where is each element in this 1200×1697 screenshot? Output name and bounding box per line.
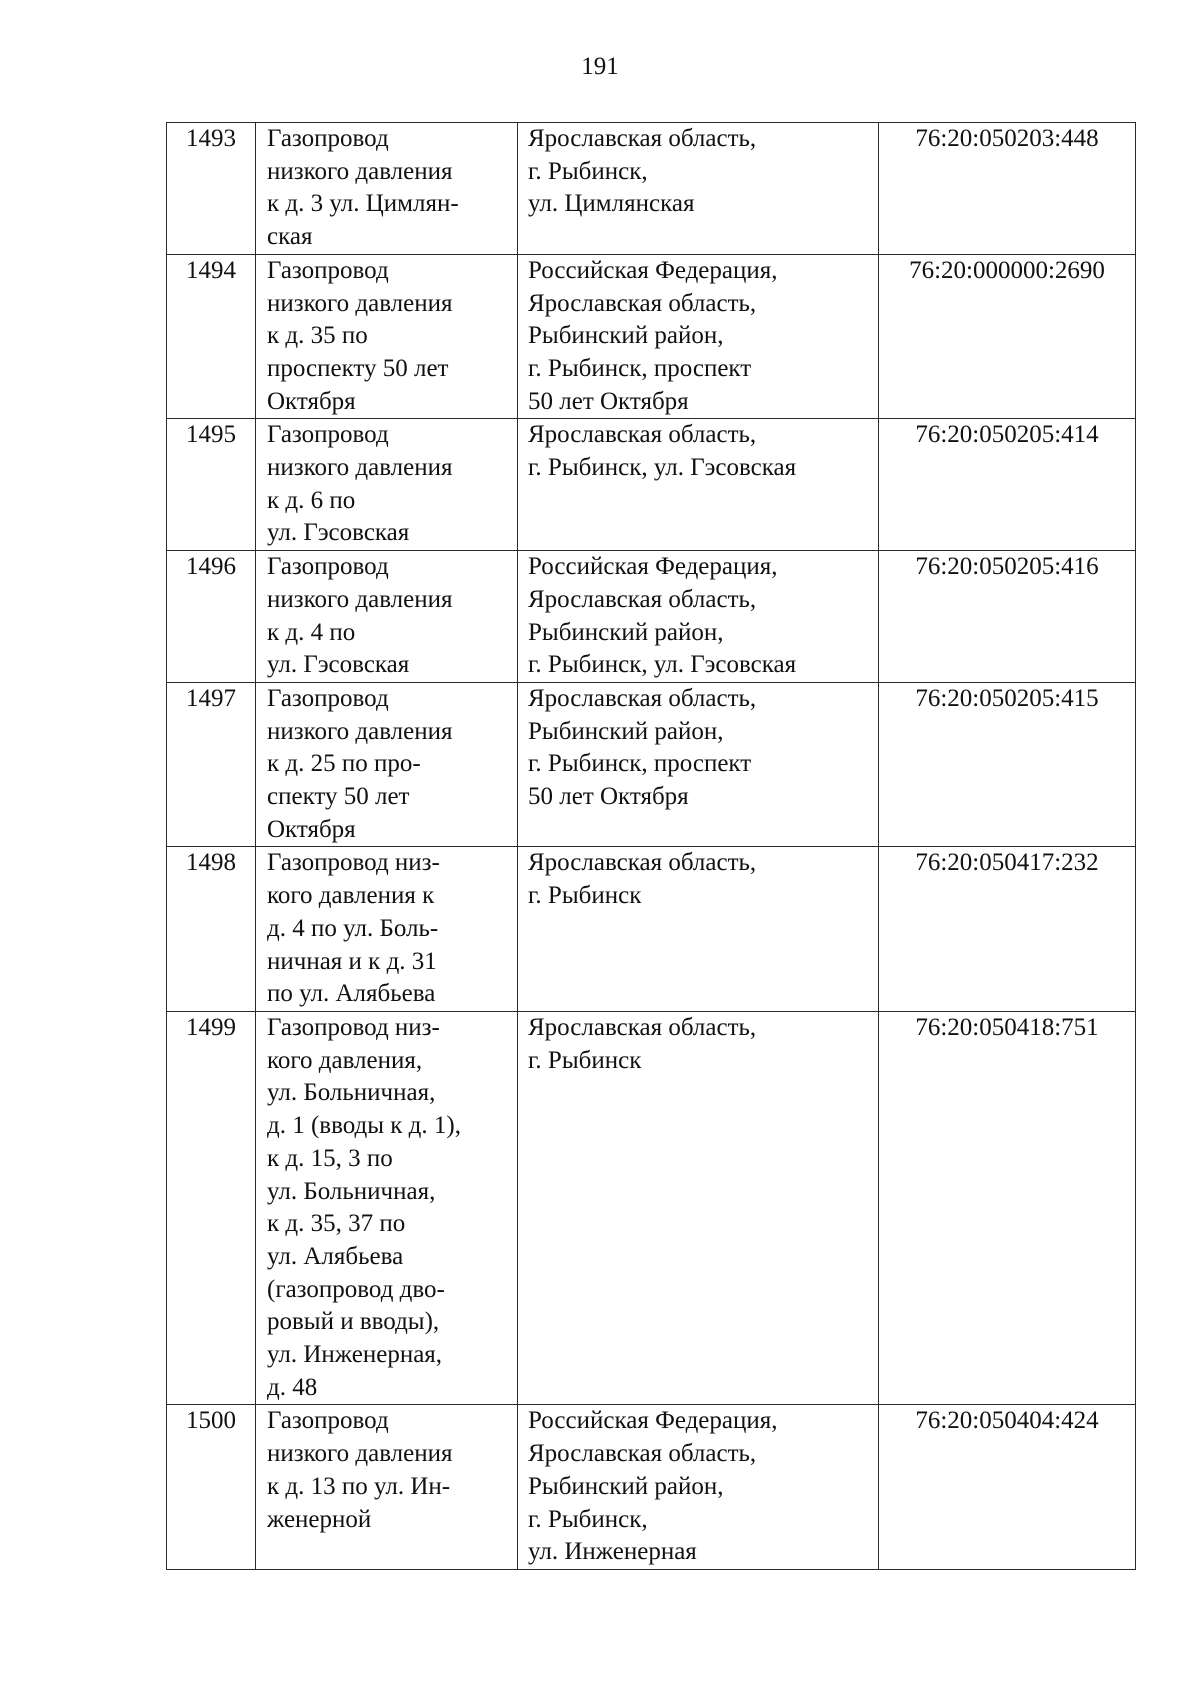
address-line: ул. Цимлянская bbox=[528, 190, 695, 218]
object-name-line: к д. 35, 37 по bbox=[267, 1210, 406, 1238]
address-line: Российская Федерация, bbox=[528, 1407, 778, 1435]
table-row bbox=[167, 847, 1136, 1012]
address-line: г. Рыбинск, проспект bbox=[528, 750, 752, 778]
object-name-line: к д. 3 ул. Цимлян- bbox=[267, 190, 459, 218]
cadastral-number-cell: 76:20:050418:751 bbox=[879, 1011, 1136, 1404]
object-name-cell bbox=[256, 419, 518, 551]
address-line: г. Рыбинск bbox=[528, 882, 642, 910]
cadastral-number-cell: 76:20:050205:416 bbox=[879, 551, 1136, 683]
address-line: Российская Федерация, bbox=[528, 553, 778, 581]
table-row bbox=[167, 551, 1136, 683]
row-number-cell: 1496 bbox=[167, 551, 256, 683]
object-name-line: д. 1 (вводы к д. 1), bbox=[267, 1112, 461, 1140]
object-name-line: низкого давления bbox=[267, 157, 453, 185]
object-name-line: ул. Гэсовская bbox=[267, 519, 410, 547]
address-cell bbox=[518, 1011, 879, 1404]
address-line: г. Рыбинск, bbox=[528, 1505, 648, 1533]
object-name-line: к д. 4 по bbox=[267, 618, 356, 646]
object-name-cell bbox=[256, 1011, 518, 1404]
address-line: Рыбинский район, bbox=[528, 322, 724, 350]
object-name-line: ул. Инженерная, bbox=[267, 1341, 443, 1369]
address-line: г. Рыбинск bbox=[528, 1046, 642, 1074]
row-number-cell: 1497 bbox=[167, 682, 256, 847]
object-name-cell bbox=[256, 847, 518, 1012]
registry-table-body bbox=[167, 123, 1136, 1570]
row-number-cell: 1500 bbox=[167, 1405, 256, 1570]
address-line: Рыбинский район, bbox=[528, 1472, 724, 1500]
address-cell bbox=[518, 847, 879, 1012]
object-name-line: кого давления к bbox=[267, 882, 435, 910]
row-number-cell: 1494 bbox=[167, 254, 256, 419]
object-name-line: к д. 13 по ул. Ин- bbox=[267, 1472, 451, 1500]
address-line: г. Рыбинск, проспект bbox=[528, 354, 752, 382]
address-line: ул. Инженерная bbox=[528, 1538, 697, 1566]
object-name-line: Газопровод bbox=[267, 256, 389, 284]
table-row bbox=[167, 419, 1136, 551]
address-cell bbox=[518, 1405, 879, 1570]
cadastral-number-cell: 76:20:050205:414 bbox=[879, 419, 1136, 551]
object-name-line: Октября bbox=[267, 815, 356, 843]
address-line: Ярославская область, bbox=[528, 684, 757, 712]
address-line: Ярославская область, bbox=[528, 289, 757, 317]
object-name-line: д. 4 по ул. Боль- bbox=[267, 914, 439, 942]
object-name-line: Газопровод низ- bbox=[267, 1013, 440, 1041]
table-row bbox=[167, 1011, 1136, 1404]
address-line: Ярославская область, bbox=[528, 849, 757, 877]
object-name-line: Газопровод bbox=[267, 553, 389, 581]
cadastral-number-cell: 76:20:050205:415 bbox=[879, 682, 1136, 847]
object-name-line: к д. 6 по bbox=[267, 486, 356, 514]
address-line: Ярославская область, bbox=[528, 1013, 757, 1041]
cadastral-number-cell: 76:20:000000:2690 bbox=[879, 254, 1136, 419]
table-row bbox=[167, 1405, 1136, 1570]
registry-table bbox=[166, 122, 1136, 1570]
object-name-line: проспекту 50 лет bbox=[267, 354, 449, 382]
address-line: Ярославская область, bbox=[528, 585, 757, 613]
address-cell bbox=[518, 254, 879, 419]
object-name-line: Газопровод bbox=[267, 1407, 389, 1435]
object-name-line: ничная и к д. 31 bbox=[267, 947, 437, 975]
object-name-line: низкого давления bbox=[267, 289, 453, 317]
object-name-cell bbox=[256, 254, 518, 419]
object-name-line: ская bbox=[267, 223, 313, 251]
object-name-line: ул. Больничная, bbox=[267, 1079, 436, 1107]
address-line: Ярославская область, bbox=[528, 125, 757, 152]
object-name-cell bbox=[256, 1405, 518, 1570]
object-name-line: Газопровод bbox=[267, 125, 389, 152]
object-name-line: низкого давления bbox=[267, 717, 453, 745]
object-name-line: спекту 50 лет bbox=[267, 783, 410, 811]
object-name-cell bbox=[256, 123, 518, 255]
address-cell bbox=[518, 123, 879, 255]
object-name-line: Газопровод низ- bbox=[267, 849, 440, 877]
address-line: г. Рыбинск, ул. Гэсовская bbox=[528, 454, 797, 482]
page-number: 191 bbox=[581, 53, 619, 80]
address-cell bbox=[518, 419, 879, 551]
object-name-line: ул. Больничная, bbox=[267, 1177, 436, 1205]
row-number-cell: 1495 bbox=[167, 419, 256, 551]
row-number-cell: 1498 bbox=[167, 847, 256, 1012]
object-name-line: низкого давления bbox=[267, 454, 453, 482]
object-name-line: Октября bbox=[267, 387, 356, 415]
address-line: Российская Федерация, bbox=[528, 256, 778, 284]
address-line: г. Рыбинск, ул. Гэсовская bbox=[528, 651, 797, 679]
address-cell bbox=[518, 551, 879, 683]
address-line: 50 лет Октября bbox=[528, 783, 689, 811]
object-name-line: ул. Алябьева bbox=[267, 1242, 404, 1270]
object-name-line: женерной bbox=[267, 1505, 372, 1533]
row-number-cell: 1499 bbox=[167, 1011, 256, 1404]
address-cell bbox=[518, 682, 879, 847]
object-name-line: низкого давления bbox=[267, 1440, 453, 1468]
cadastral-number-cell: 76:20:050417:232 bbox=[879, 847, 1136, 1012]
address-line: Ярославская область, bbox=[528, 1440, 757, 1468]
address-line: Ярославская область, bbox=[528, 421, 757, 449]
object-name-line: ровый и вводы), bbox=[267, 1308, 440, 1336]
object-name-line: (газопровод дво- bbox=[267, 1275, 445, 1303]
object-name-line: ул. Гэсовская bbox=[267, 651, 410, 679]
object-name-line: кого давления, bbox=[267, 1046, 423, 1074]
table-row bbox=[167, 254, 1136, 419]
object-name-line: д. 48 bbox=[267, 1373, 318, 1401]
object-name-line: по ул. Алябьева bbox=[267, 980, 436, 1008]
object-name-line: Газопровод bbox=[267, 684, 389, 712]
address-line: Рыбинский район, bbox=[528, 618, 724, 646]
object-name-line: к д. 15, 3 по bbox=[267, 1144, 393, 1172]
object-name-line: Газопровод bbox=[267, 421, 389, 449]
cadastral-number-cell: 76:20:050203:448 bbox=[879, 123, 1136, 255]
row-number-cell: 1493 bbox=[167, 123, 256, 255]
address-line: г. Рыбинск, bbox=[528, 157, 648, 185]
object-name-line: низкого давления bbox=[267, 585, 453, 613]
address-line: Рыбинский район, bbox=[528, 717, 724, 745]
table-row bbox=[167, 682, 1136, 847]
object-name-line: к д. 25 по про- bbox=[267, 750, 421, 778]
object-name-cell bbox=[256, 551, 518, 683]
object-name-line: к д. 35 по bbox=[267, 322, 368, 350]
address-line: 50 лет Октября bbox=[528, 387, 689, 415]
table-row bbox=[167, 123, 1136, 255]
cadastral-number-cell: 76:20:050404:424 bbox=[879, 1405, 1136, 1570]
object-name-cell bbox=[256, 682, 518, 847]
